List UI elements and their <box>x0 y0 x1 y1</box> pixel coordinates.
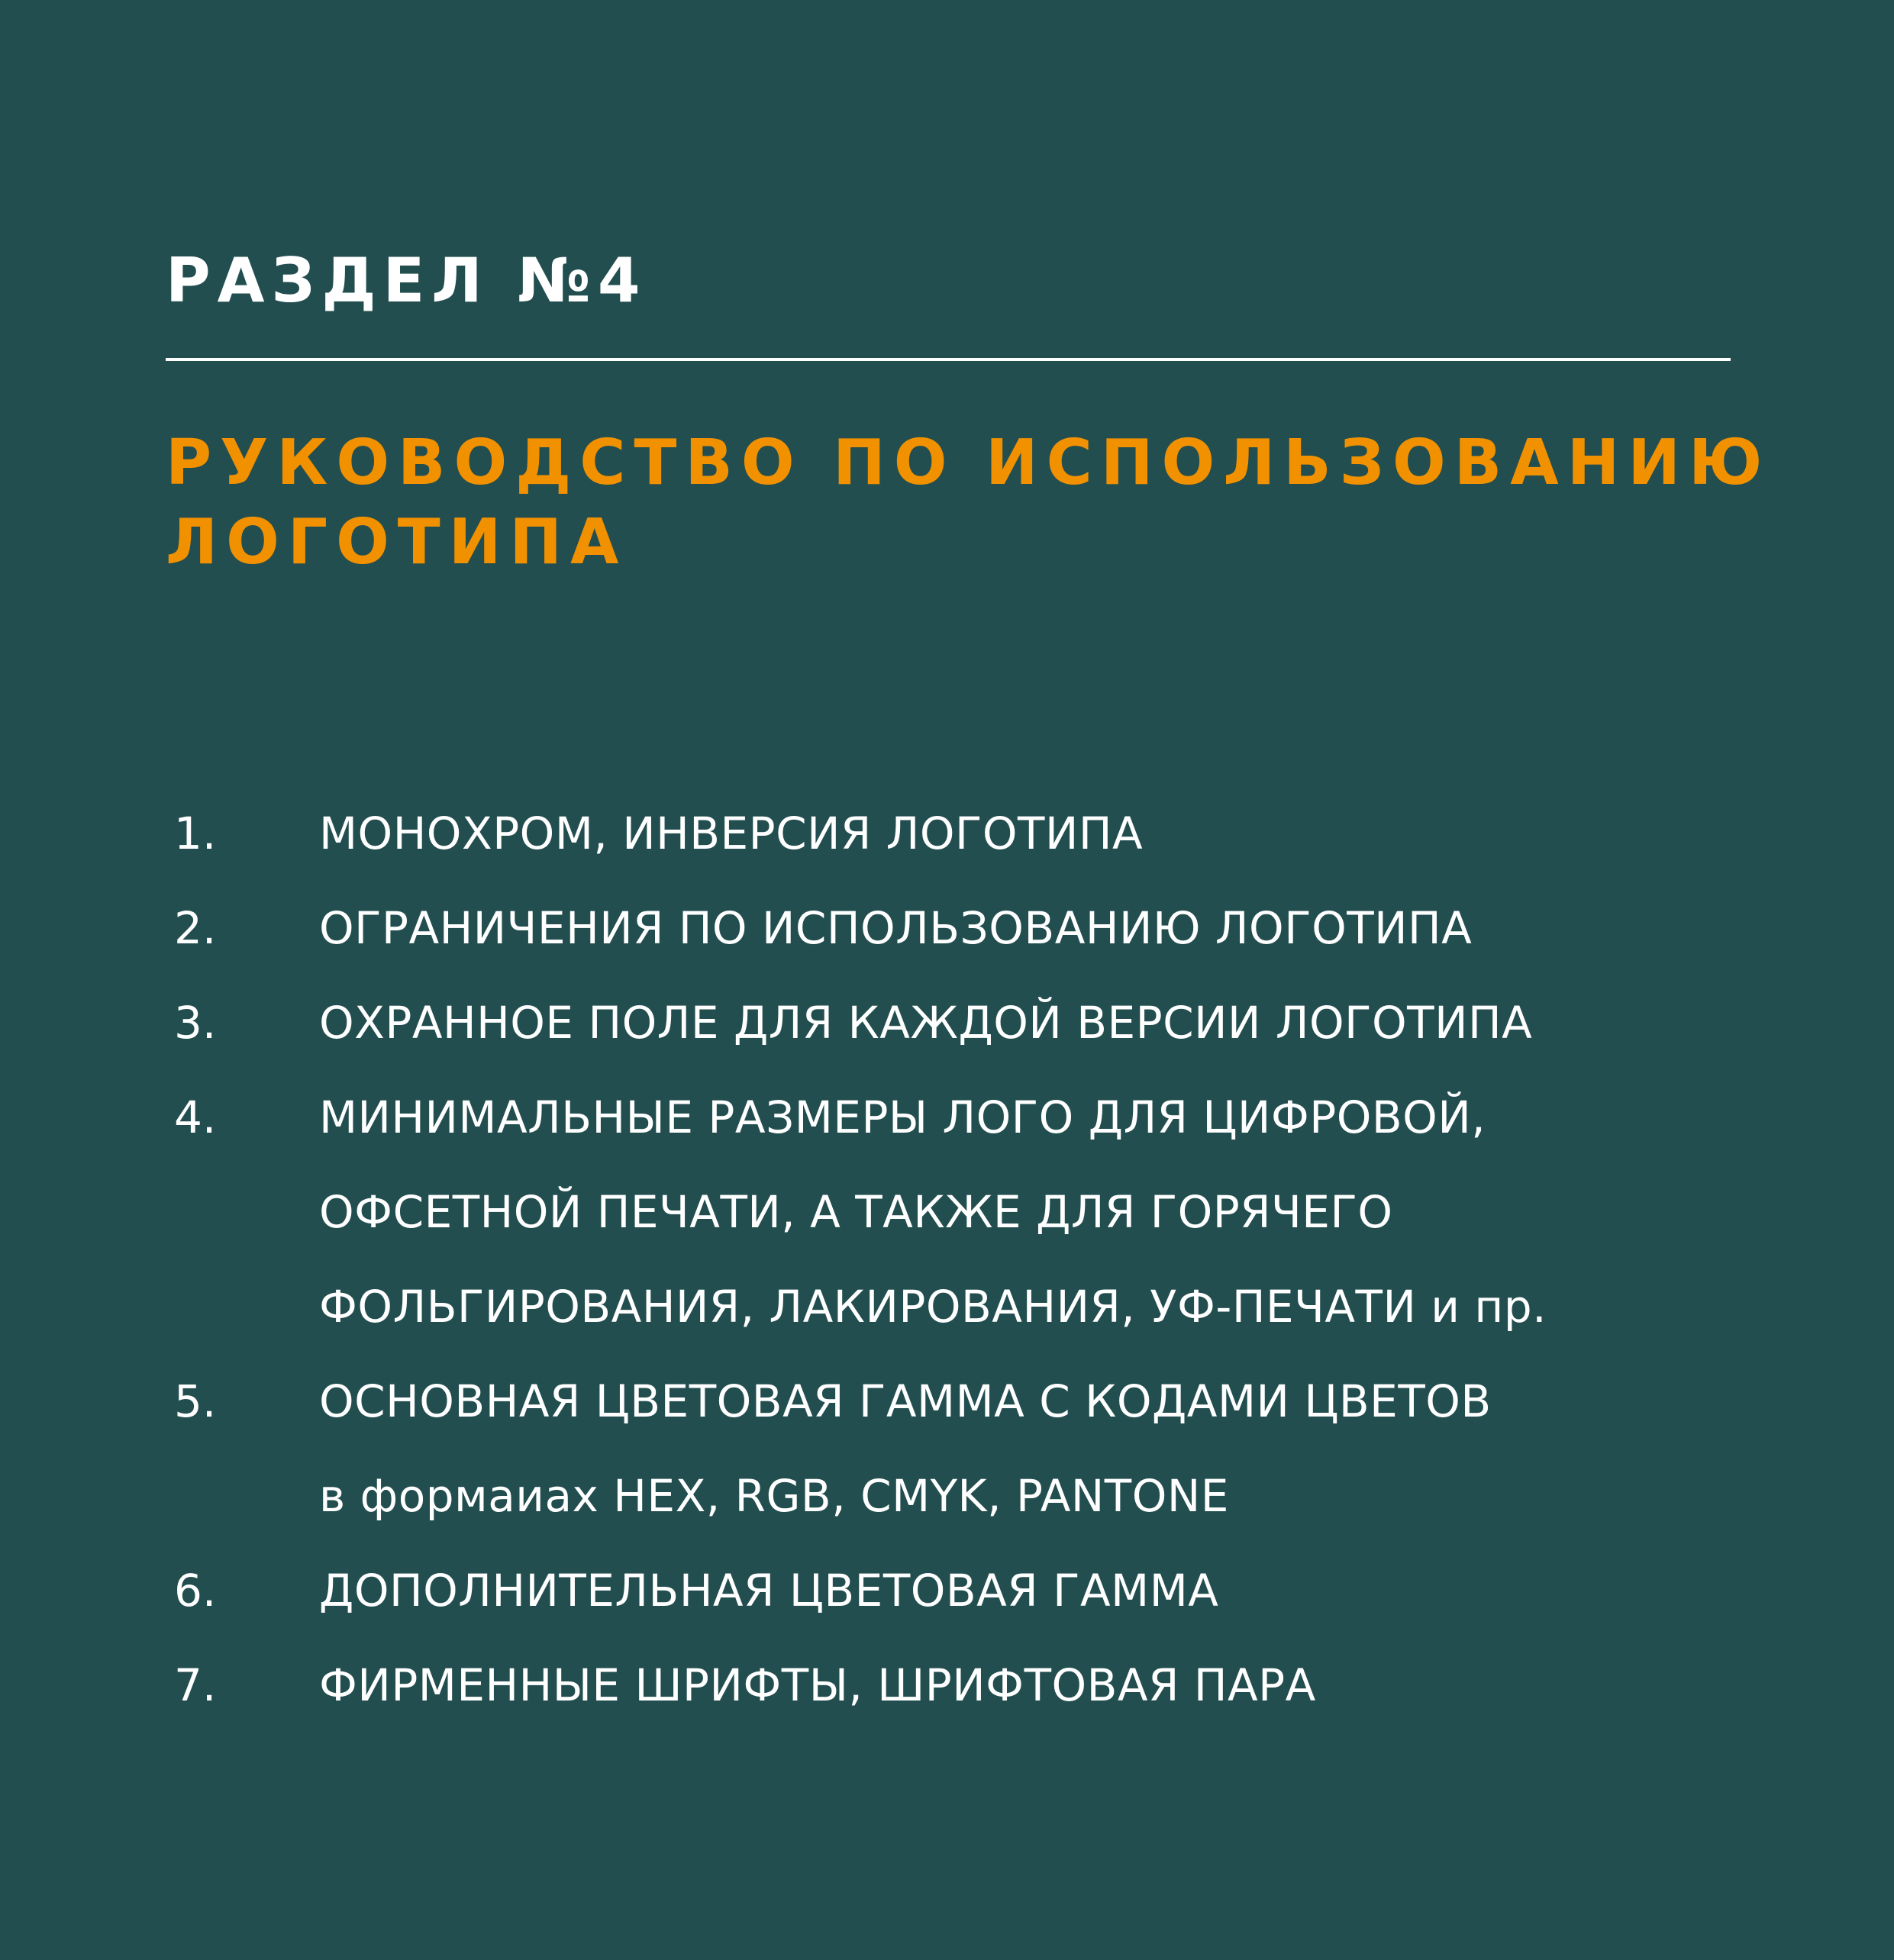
toc-item-text <box>319 786 1143 881</box>
toc-item-text <box>319 881 1472 975</box>
toc-item-line: в формаиах HEX, RGB, CMYK, PANTONE <box>319 1470 1229 1522</box>
toc-item-2 <box>174 881 1777 975</box>
toc-item-3 <box>174 975 1777 1070</box>
page-title <box>166 424 1784 582</box>
page-title-line-1: РУКОВОДСТВО ПО ИСПОЛЬЗОВАНИЮ <box>166 427 1771 499</box>
toc-item-line: ДОПОЛНИТЕЛЬНАЯ ЦВЕТОВАЯ ГАММА <box>319 1565 1219 1617</box>
toc-item-6 <box>174 1543 1777 1638</box>
toc-item-number: 1. <box>174 808 217 859</box>
toc-item-line: ФОЛЬГИРОВАНИЯ, ЛАКИРОВАНИЯ, УФ-ПЕЧАТИ и пр. <box>319 1281 1547 1333</box>
toc-item-text <box>319 1070 1547 1354</box>
toc-item-text <box>319 1354 1492 1543</box>
toc-item-5 <box>174 1354 1777 1543</box>
table-of-contents <box>174 786 1777 1733</box>
page-title-line-2: ЛОГОТИПА <box>166 506 628 579</box>
toc-item-line: ОХРАННОЕ ПОЛЕ ДЛЯ КАЖДОЙ ВЕРСИИ ЛОГОТИПА <box>319 997 1533 1049</box>
toc-item-4 <box>174 1070 1777 1354</box>
toc-item-line: МОНОХРОМ, ИНВЕРСИЯ ЛОГОТИПА <box>319 808 1144 859</box>
toc-item-line: ФИРМЕННЫЕ ШРИФТЫ, ШРИФТОВАЯ ПАРА <box>319 1659 1316 1711</box>
toc-item-number: 2. <box>174 902 217 954</box>
toc-item-line: МИНИМАЛЬНЫЕ РАЗМЕРЫ ЛОГО ДЛЯ ЦИФРОВОЙ, <box>319 1091 1486 1143</box>
toc-item-number: 3. <box>174 997 217 1049</box>
toc-item-text <box>319 1543 1218 1638</box>
toc-item-text <box>319 1638 1316 1733</box>
toc-item-7 <box>174 1638 1777 1733</box>
section-label: РАЗДЕЛ №4 <box>166 245 647 316</box>
toc-item-line: ОФСЕТНОЙ ПЕЧАТИ, А ТАКЖЕ ДЛЯ ГОРЯЧЕГО <box>319 1186 1393 1238</box>
toc-item-number: 6. <box>174 1565 217 1617</box>
toc-item-number: 5. <box>174 1375 217 1427</box>
toc-item-line: ОСНОВНАЯ ЦВЕТОВАЯ ГАММА С КОДАМИ ЦВЕТОВ <box>319 1375 1492 1427</box>
header-divider <box>166 358 1731 361</box>
toc-item-line: ОГРАНИЧЕНИЯ ПО ИСПОЛЬЗОВАНИЮ ЛОГОТИПА <box>319 902 1473 954</box>
toc-item-1 <box>174 786 1777 881</box>
toc-item-text <box>319 975 1532 1070</box>
toc-item-number: 7. <box>174 1659 217 1711</box>
toc-item-number: 4. <box>174 1091 217 1143</box>
